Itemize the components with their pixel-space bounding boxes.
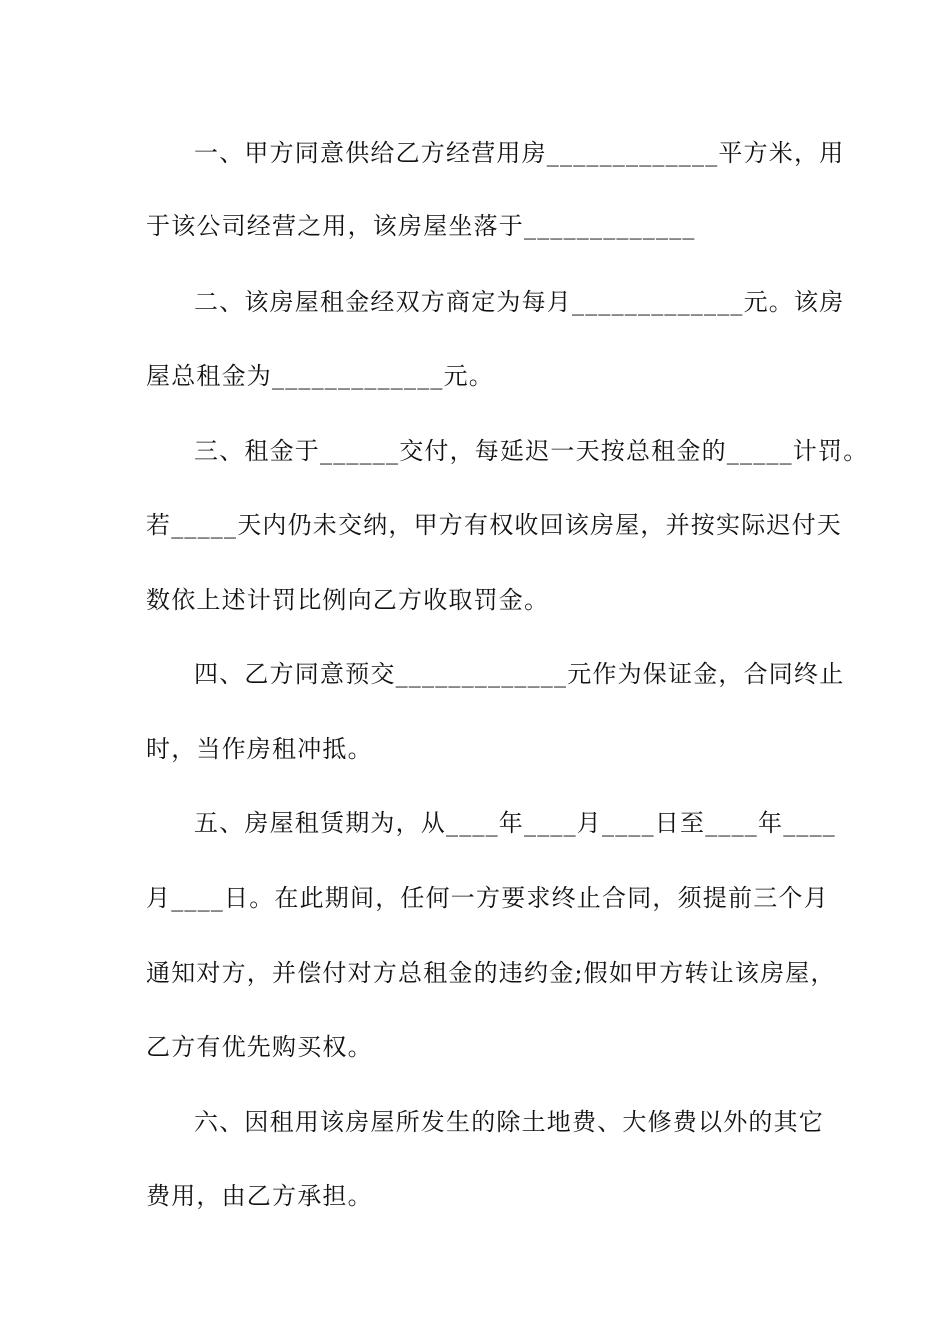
clause-5-line-3: 通知对方，并偿付对方总租金的违约金;假如甲方转让该房屋， bbox=[146, 959, 836, 987]
clause-6-line-1: 六、因租用该房屋所发生的除土地费、大修费以外的其它 bbox=[194, 1108, 824, 1136]
clause-1-line-1: 一、甲方同意供给乙方经营用房_____________平方米，用 bbox=[194, 139, 845, 167]
clause-5-line-4: 乙方有优先购买权。 bbox=[146, 1033, 373, 1061]
clause-5-line-2: 月____日。在此期间，任何一方要求终止合同，须提前三个月 bbox=[146, 884, 829, 912]
clause-5-line-1: 五、房屋租赁期为，从____年____月____日至____年____ bbox=[194, 809, 836, 837]
clause-6-line-2: 费用，由乙方承担。 bbox=[146, 1182, 373, 1210]
clause-3-line-1: 三、租金于______交付，每延迟一天按总租金的_____计罚。 bbox=[194, 437, 869, 465]
clause-4-line-2: 时，当作房租冲抵。 bbox=[146, 735, 373, 763]
clause-2-line-2: 屋总租金为_____________元。 bbox=[146, 362, 494, 390]
clause-2-line-1: 二、该房屋租金经双方商定为每月_____________元。该房 bbox=[194, 288, 845, 316]
clause-3-line-3: 数依上述计罚比例向乙方收取罚金。 bbox=[146, 586, 550, 614]
clause-1-line-2: 于该公司经营之用，该房屋坐落于_____________ bbox=[146, 212, 696, 240]
clause-4-line-1: 四、乙方同意预交_____________元作为保证金，合同终止 bbox=[194, 660, 845, 688]
clause-3-line-2: 若_____天内仍未交纳，甲方有权收回该房屋，并按实际迟付天 bbox=[146, 511, 842, 539]
